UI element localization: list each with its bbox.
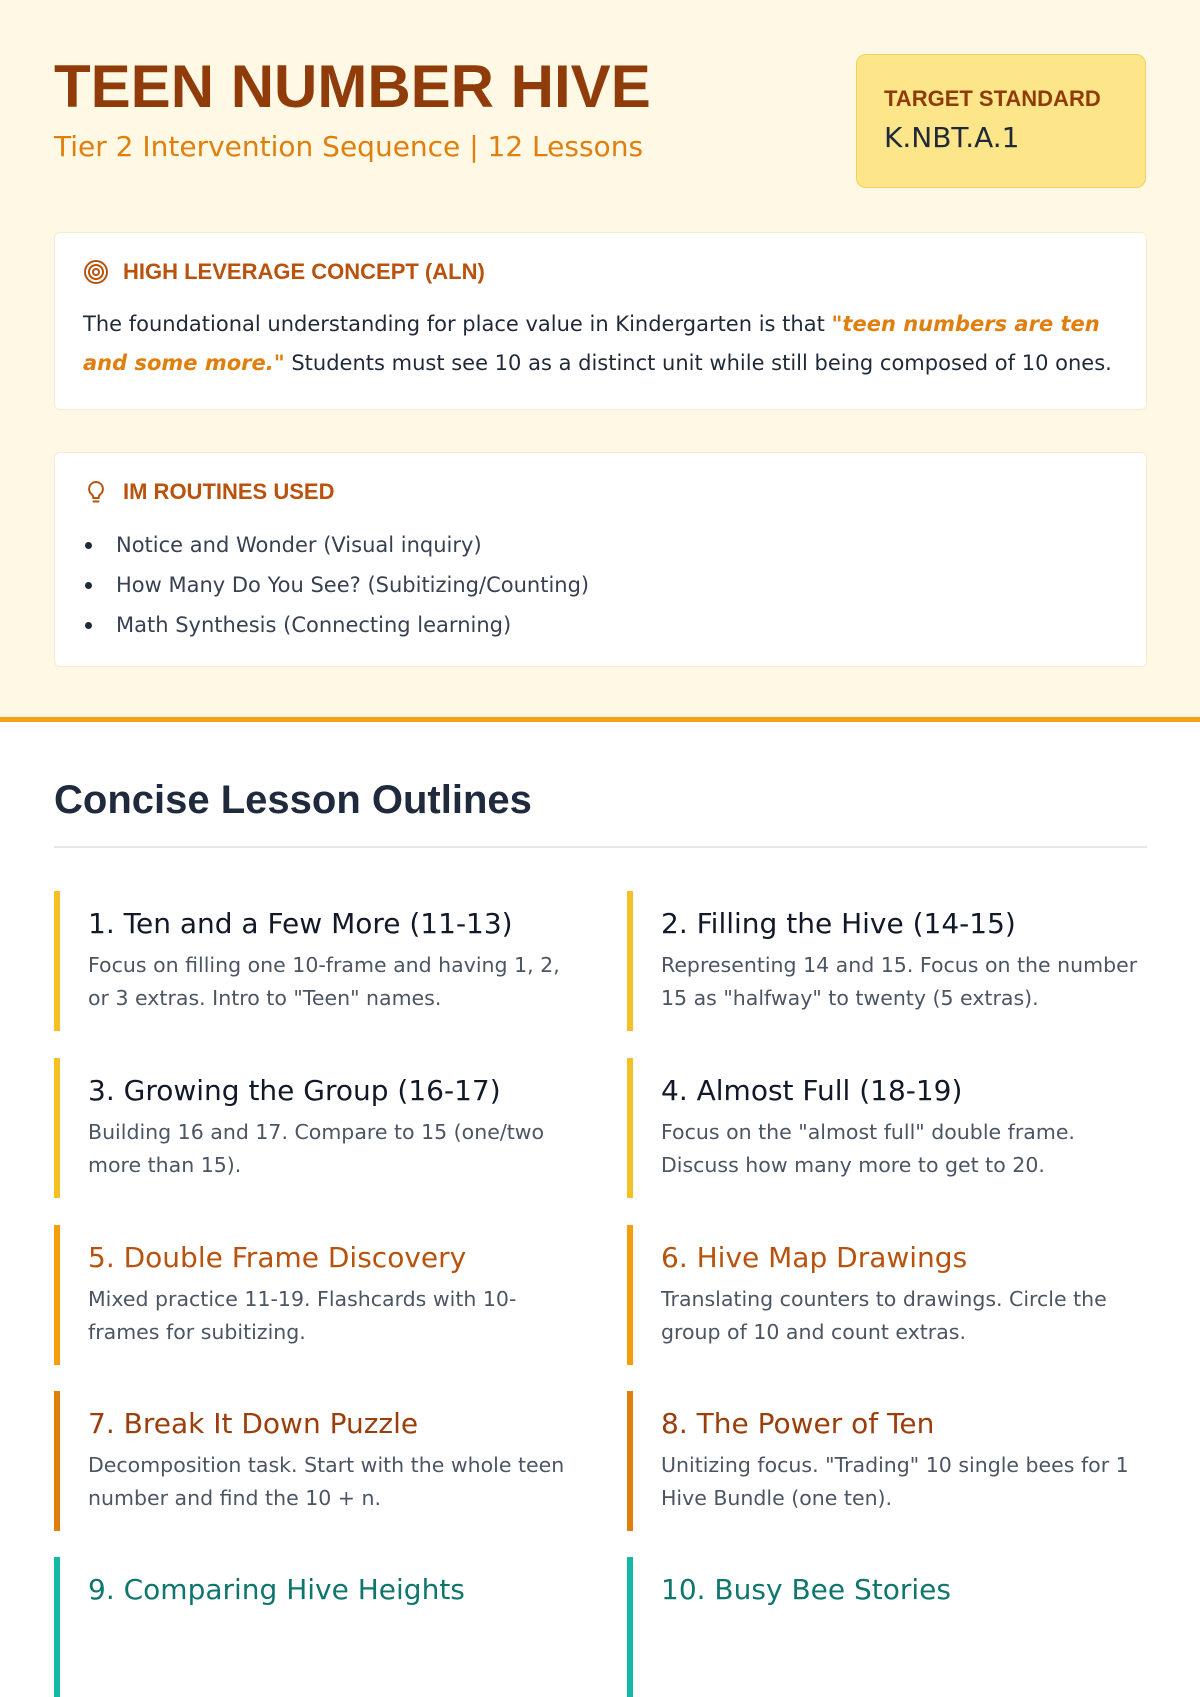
- header-section: [0, 0, 1200, 722]
- lesson-card-3: [54, 1058, 574, 1198]
- lesson-description: Focus on filling one 10-frame and having 1, 2, or 3 extras. Intro to "Teen" names.: [88, 953, 560, 1010]
- lesson-title: 9. Comparing Hive Heights: [88, 1573, 465, 1606]
- lightbulb-icon: [83, 479, 109, 505]
- standard-value: K.NBT.A.1: [884, 121, 1020, 154]
- lesson-card-1: [54, 891, 574, 1031]
- concept-text-end: Students must see 10 as a distinct unit while still being composed of 10 ones.: [284, 351, 1112, 375]
- concept-title: HIGH LEVERAGE CONCEPT (ALN): [123, 259, 485, 284]
- lesson-description: Mixed practice 11-19. Flashcards with 10-frames for subitizing.: [88, 1287, 517, 1344]
- list-item: How Many Do You See? (Subitizing/Counting): [83, 565, 589, 605]
- concept-quote: "teen numbers are ten and some more.": [83, 312, 1100, 375]
- lesson-description: Building 16 and 17. Compare to 15 (one/two more than 15).: [88, 1120, 545, 1177]
- section-title: Concise Lesson Outlines: [54, 778, 532, 822]
- lesson-card-2: [627, 891, 1147, 1031]
- lesson-card-6: [627, 1225, 1147, 1365]
- page-subtitle: Tier 2 Intervention Sequence | 12 Lessons: [54, 130, 644, 163]
- lesson-title: 2. Filling the Hive (14-15): [661, 907, 1016, 940]
- lesson-card-7: [54, 1391, 574, 1531]
- lesson-description: Translating counters to drawings. Circle the group of 10 and count extras.: [661, 1287, 1107, 1344]
- lesson-description: Representing 14 and 15. Focus on the number 15 as "halfway" to twenty (5 extras).: [661, 953, 1138, 1010]
- lesson-title: 1. Ten and a Few More (11-13): [88, 907, 513, 940]
- target-icon: [83, 259, 109, 285]
- concept-text: [83, 305, 1113, 383]
- lesson-title: 4. Almost Full (18-19): [661, 1074, 963, 1107]
- routines-title: IM ROUTINES USED: [123, 479, 335, 504]
- lesson-description: Unitizing focus. "Trading" 10 single bees for 1 Hive Bundle (one ten).: [661, 1453, 1129, 1510]
- routines-list: [83, 525, 589, 645]
- list-item: Math Synthesis (Connecting learning): [83, 605, 589, 645]
- lesson-title: 3. Growing the Group (16-17): [88, 1074, 501, 1107]
- lesson-card-5: [54, 1225, 574, 1365]
- routines-card: [54, 452, 1147, 667]
- list-item: Notice and Wonder (Visual inquiry): [83, 525, 589, 565]
- lesson-title: 5. Double Frame Discovery: [88, 1241, 467, 1274]
- lesson-description: Focus on the "almost full" double frame. Discuss how many more to get to 20.: [661, 1120, 1075, 1177]
- lesson-card-10: [627, 1557, 1147, 1697]
- lesson-description: Decomposition task. Start with the whole teen number and find the 10 + n.: [88, 1453, 565, 1510]
- page-title: TEEN NUMBER HIVE: [54, 53, 651, 120]
- concept-text-start: The foundational understanding for place value in Kindergarten is that: [83, 312, 832, 336]
- target-standard-card: [856, 54, 1146, 188]
- lesson-card-9: [54, 1557, 574, 1697]
- lesson-title: 8. The Power of Ten: [661, 1407, 935, 1440]
- concept-card: [54, 232, 1147, 410]
- lesson-title: 7. Break It Down Puzzle: [88, 1407, 419, 1440]
- section-divider: [54, 846, 1147, 848]
- lesson-card-4: [627, 1058, 1147, 1198]
- lesson-card-8: [627, 1391, 1147, 1531]
- lesson-title: 6. Hive Map Drawings: [661, 1241, 968, 1274]
- standard-label: TARGET STANDARD: [884, 86, 1101, 111]
- lesson-title: 10. Busy Bee Stories: [661, 1573, 951, 1606]
